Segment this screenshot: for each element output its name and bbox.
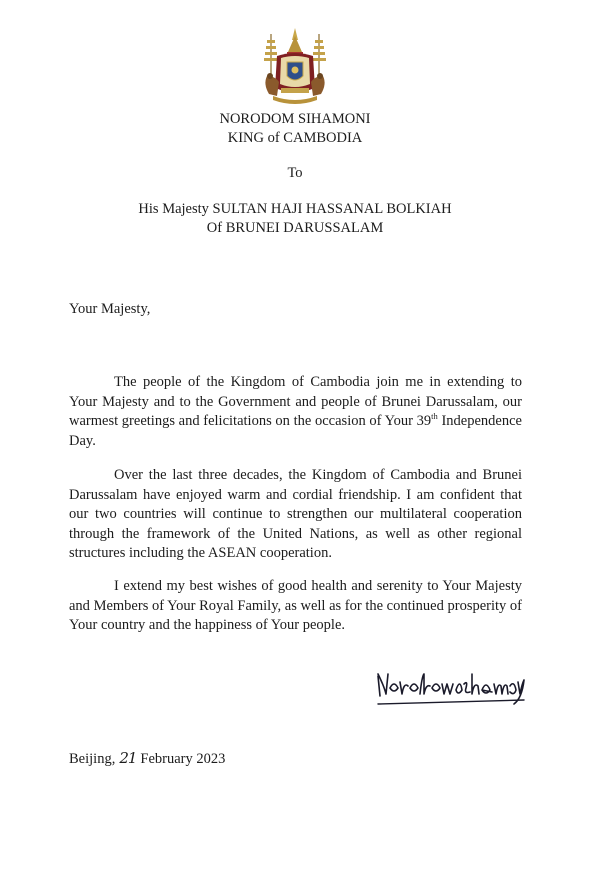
- sender-title: KING of CAMBODIA: [227, 130, 363, 146]
- recipient-line-2: Of BRUNEI DARUSSALAM: [206, 220, 384, 236]
- dateline: [69, 749, 225, 769]
- salutation: Your Majesty,: [69, 301, 151, 317]
- recipient-block: [0, 200, 590, 238]
- to-label: To: [287, 165, 303, 181]
- date-place: Beijing,: [69, 751, 116, 767]
- date-month-year: February 2023: [140, 751, 226, 767]
- paragraph-1-end: Independence Day.: [69, 413, 522, 449]
- paragraph-2: Over the last three decades, the Kingdom of Cambodia and Brunei Darussalam have enjoyed warm and cordial friendship. I am confident that our two countries will continue to strengthen our multilateral cooperation through the framework of the United Nations, as well as other regional structures including the ASEAN cooperation.: [69, 467, 522, 562]
- paragraph-3: I extend my best wishes of good health and serenity to Your Majesty and Members of Your Royal Family, as well as for the continued prosperity of Your country and the happiness of Your people.: [69, 578, 522, 634]
- sender-block: [0, 110, 590, 148]
- paragraph-1-text: The people of the Kingdom of Cambodia join me in extending to Your Majesty and to the Government and people of Brunei Darussalam, our warmest greetings and felicitations on the occasion of Your 39: [69, 374, 522, 430]
- sender-name: NORODOM SIHAMONI: [219, 111, 371, 127]
- date-day: 21: [119, 749, 137, 767]
- paragraph-1: [69, 373, 522, 451]
- ordinal-suffix: th: [431, 411, 438, 422]
- royal-coat-of-arms-icon: [257, 26, 333, 110]
- recipient-line-1: His Majesty SULTAN HAJI HASSANAL BOLKIAH: [138, 201, 452, 217]
- handwritten-signature: [374, 660, 528, 710]
